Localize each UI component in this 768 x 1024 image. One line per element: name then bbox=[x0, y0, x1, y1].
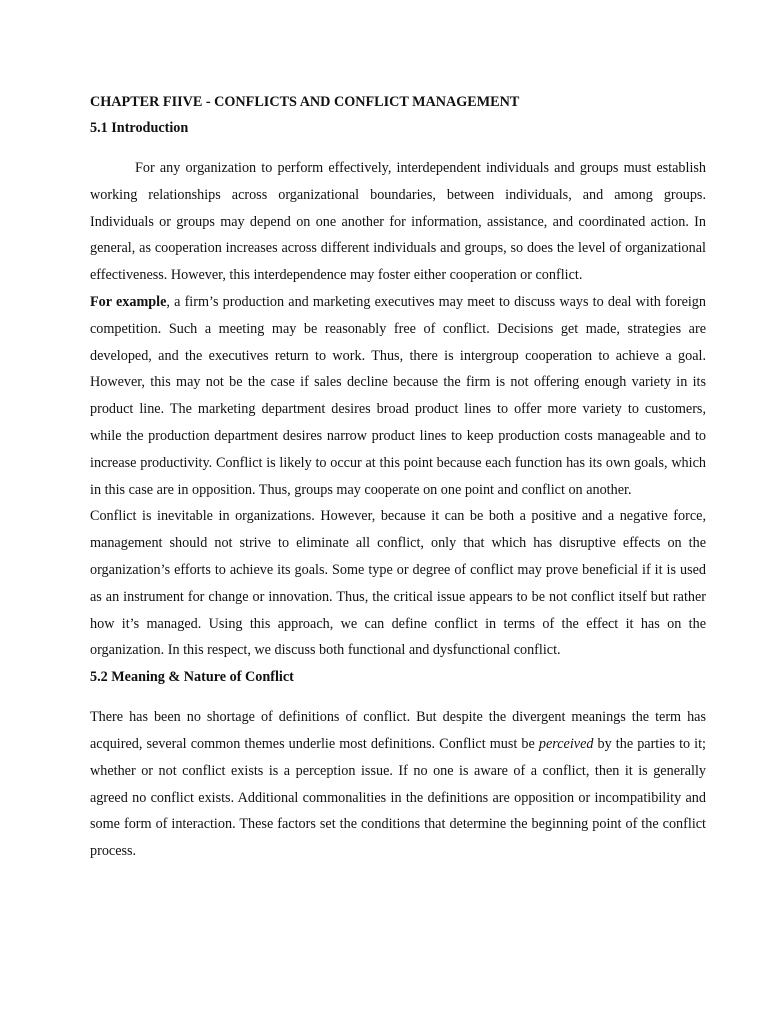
meaning-text-end: by the parties to it; whether or not conflict exists is a perception issue. If no one is aware of a conflict, then it is generally agreed no conflict exists. Additional commonalities in the definitions are opposition or incompatibility and some form of interaction. These factors set the conditions that determine the beginning point of the conflict process. bbox=[90, 735, 707, 860]
example-text: , a firm’s production and marketing executives may meet to discuss ways to deal with foreign competition. Such a meeting may be reasonably free of conflict. Decisions get made, strategies are developed, and the executives return to work. Thus, there is intergroup cooperation to achieve a goal. However, this may not be the case if sales decline because the firm is not offering enough variety in its product line. The marketing department desires broad product lines to offer more variety to customers, while the production department desires narrow product lines to keep production costs manageable and to increase productivity. Conflict is likely to occur at this point because each function has its own goals, which in this case are in opposition. Thus, groups may cooperate on one point and conflict on another. bbox=[90, 293, 706, 498]
meaning-text-start: There has been no shortage of definitions of conflict. But despite the divergent meanings the term has acquired, several common themes underlie most definitions. Conflict must be bbox=[90, 709, 706, 752]
document-body bbox=[90, 89, 706, 865]
example-lead: For example bbox=[90, 293, 167, 310]
intro-paragraph: For any organization to perform effectively, interdependent individuals and groups must establish working relationships across organizational boundaries, between individuals, and among groups. Individuals or groups may depend on one another for information, assistance, and coordinated action. In general, as cooperation increases across different individuals and groups, so does the level of organizational effectiveness. However, this interdependence may foster either cooperation or conflict. bbox=[90, 160, 706, 284]
section-heading-meaning-nature: 5.2 Meaning & Nature of Conflict bbox=[90, 669, 294, 686]
section-heading-introduction: 5.1 Introduction bbox=[90, 120, 189, 136]
perceived-emphasis: perceived bbox=[538, 735, 594, 752]
chapter-title: CHAPTER FIIVE - CONFLICTS AND CONFLICT MANAGEMENT bbox=[90, 94, 520, 110]
conflict-inevitable-paragraph: Conflict is inevitable in organizations. However, because it can be both a positive and a negative force, management should not strive to eliminate all conflict, only that which has disruptive effects on the organization’s efforts to achieve its goals. Some type or degree of conflict may prove beneficial if it is used as an instrument for change or innovation. Thus, the critical issue appears to be not conflict itself but rather how it’s managed. Using this approach, we can define conflict in terms of the effect it has on the organization. In this respect, we discuss both functional and dysfunctional conflict. bbox=[90, 508, 706, 659]
meaning-paragraph bbox=[90, 704, 706, 865]
example-paragraph bbox=[90, 289, 706, 503]
